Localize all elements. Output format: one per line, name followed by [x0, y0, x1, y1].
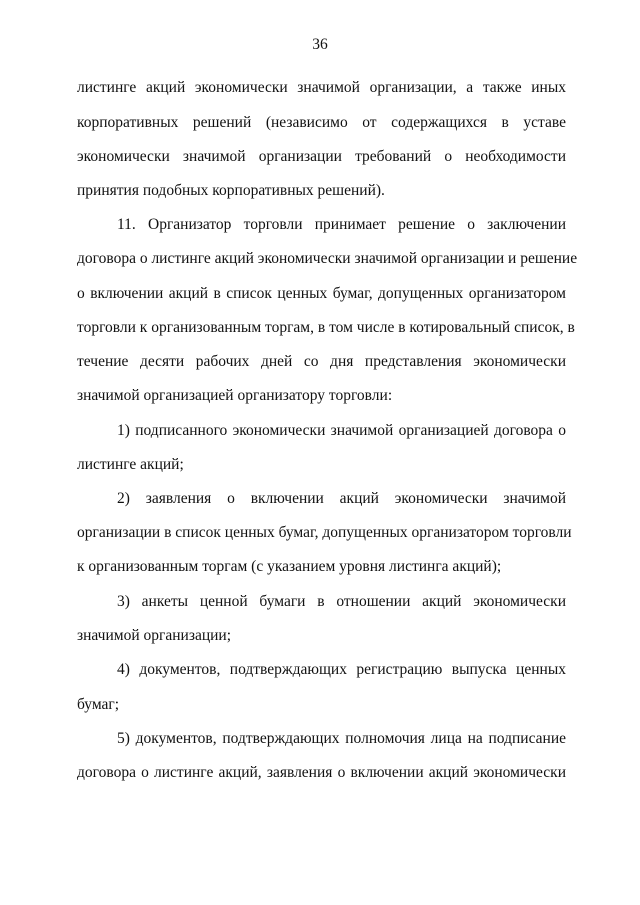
list-item-4: 4) документов, подтверждающих регистрацию выпуска ценных	[117, 661, 566, 678]
text-line: принятия подобных корпоративных решений).	[77, 182, 385, 199]
text-line: течение десяти рабочих дней со дня представления экономически	[77, 353, 566, 370]
text-line: значимой организацией организатору торговли:	[77, 387, 393, 404]
text-line: торговли к организованным торгам, в том числе в котировальный список, в	[77, 319, 575, 336]
text-line: листинге акций экономически значимой организации, а также иных	[77, 79, 566, 96]
text-line: значимой организации;	[77, 627, 232, 644]
text-line: договора о листинге акций, заявления о включении акций экономически	[77, 764, 566, 781]
list-item-3: 3) анкеты ценной бумаги в отношении акций экономически	[117, 593, 566, 610]
paragraph-11-first-line: 11. Организатор торговли принимает решение о заключении	[117, 216, 566, 233]
page-number: 36	[312, 36, 328, 53]
text-line: корпоративных решений (независимо от содержащихся в уставе	[77, 114, 566, 131]
text-line: листинге акций;	[77, 456, 184, 473]
list-item-2: 2) заявления о включении акций экономически значимой	[117, 490, 566, 507]
text-line: экономически значимой организации требований о необходимости	[77, 148, 566, 165]
list-item-5: 5) документов, подтверждающих полномочия лица на подписание	[117, 730, 566, 747]
text-line: к организованным торгам (с указанием уровня листинга акций);	[77, 558, 502, 575]
text-line: договора о листинге акций экономически значимой организации и решение	[77, 250, 578, 267]
list-item-1: 1) подписанного экономически значимой организацией договора о	[117, 422, 566, 439]
text-line: организации в список ценных бумаг, допущенных организатором торговли	[77, 524, 572, 541]
text-line: о включении акций в список ценных бумаг, допущенных организатором	[77, 285, 566, 302]
text-line: бумаг;	[77, 696, 120, 713]
